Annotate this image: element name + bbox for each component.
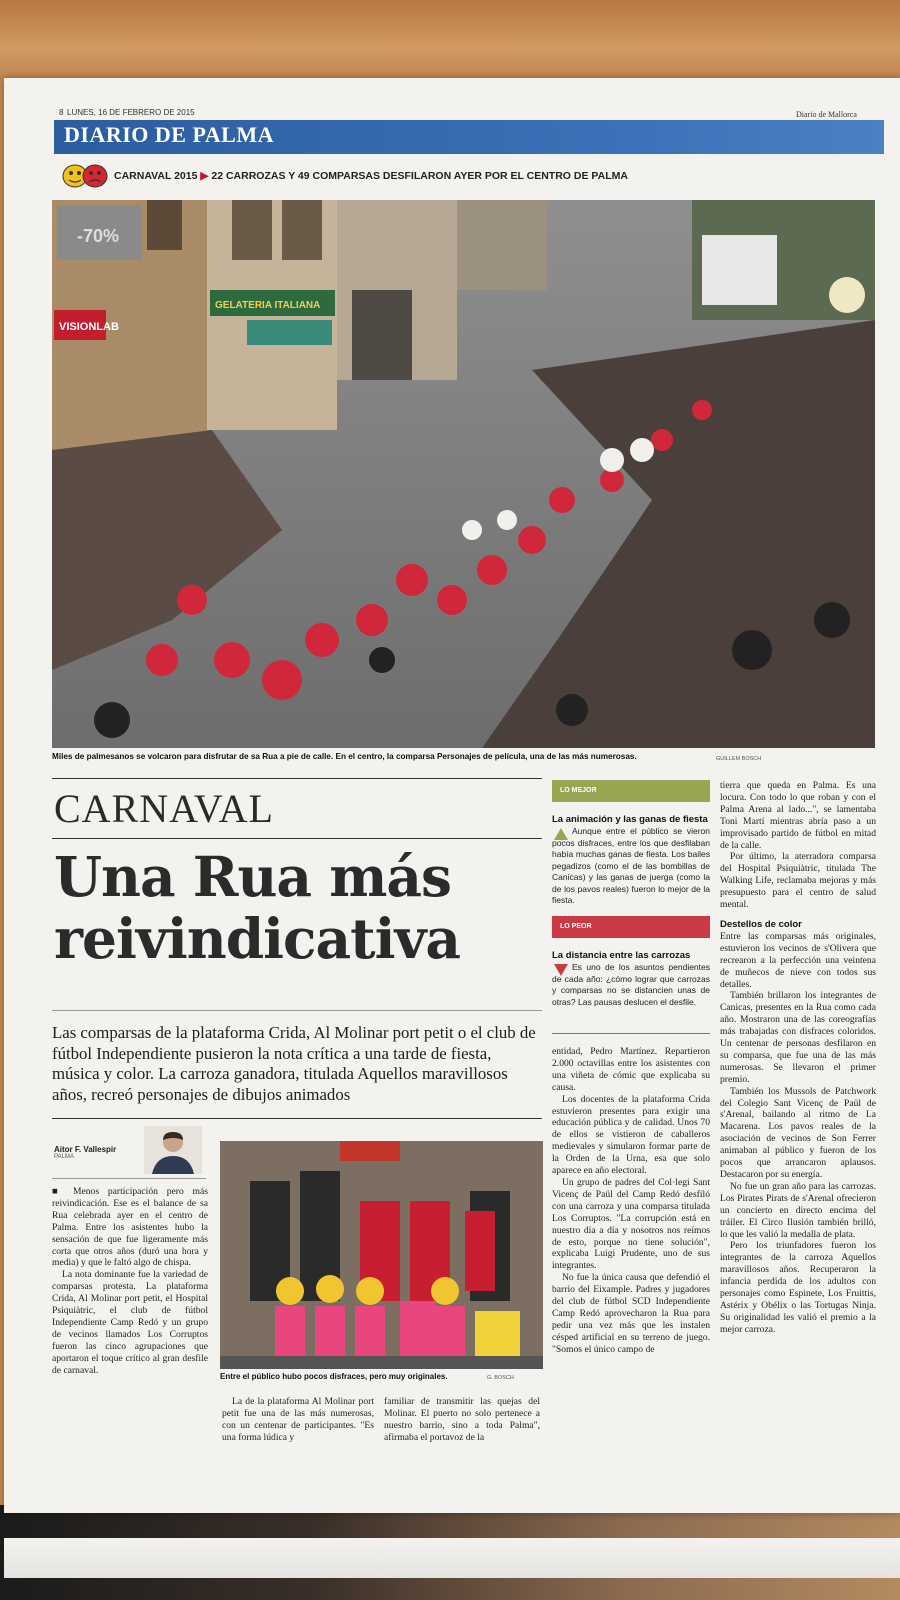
- headline: [54, 846, 534, 970]
- article-column-2-bottom: [222, 1396, 374, 1444]
- author-divider: [52, 1178, 206, 1179]
- main-photo-caption: Miles de palmesanos se volcaron para disfrutar de sa Rua a pie de calle. En el centro, la comparsa Personajes de película, una de las más numerosas.: [52, 752, 637, 761]
- article-column-mid: [552, 1046, 710, 1356]
- right-paragraph-2: Por último, la aterradora comparsa del Hospital Psiquiàtric, titulada The Walking Life, reclamaba mejoras y más presupuesto para el centro de salud mental.: [720, 851, 876, 911]
- worst-title: La distancia entre las carrozas: [552, 950, 691, 961]
- small-photo: [220, 1141, 543, 1369]
- small-photo-credit: G. BOSCH: [487, 1375, 514, 1381]
- carnival-masks-icon: [59, 161, 111, 191]
- col1-paragraph-2: La nota dominante fue la variedad de comparsas protesta. La plataforma Crida, Al Molinar port petit, el Hospital Psiquiàtric, el club de fútbol Independiente Camp Redó y un grupo de vecinos llamados Los Corruptos fueron las cinco agrupaciones que aportaron el toque crítico al gran desfile de carnaval.: [52, 1269, 208, 1376]
- page-date: LUNES, 16 DE FEBRERO DE 2015: [67, 108, 195, 117]
- mid-paragraph-3: Un grupo de padres del Col·legi Sant Vicenç de Paül del Camp Redó desfiló con una carroza y una comparsa titulada Los Corruptos. "La corrupción está en nuestro día a día y nosotros nos reímos de esto, porque no tiene solución", explicaba Luigi Prudente, uno de sus integrantes.: [552, 1176, 710, 1272]
- headline-line-1: Una Rua más: [54, 844, 452, 909]
- best-box-label: LO MEJOR: [560, 787, 597, 794]
- page-number: 8: [59, 108, 64, 117]
- divider-subhead: [52, 1010, 542, 1011]
- main-photo: [52, 200, 875, 748]
- costume-group-illustration: [220, 1141, 543, 1369]
- col1-paragraph-1: ■ Menos participación pero más reivindicación. Ese es el balance de sa Rua celebrada ayer en el centro de Palma. Entre los asistentes hubo la sensación de que fue ligeramente más corta que otros años (duró una hora y media) y que le faltó algo de chispa.: [52, 1186, 208, 1269]
- author-location: PALMA: [54, 1154, 74, 1160]
- kicker-arrow-icon: ▶: [200, 170, 209, 182]
- box-divider: [552, 1033, 710, 1034]
- article-column-1: [52, 1186, 208, 1377]
- small-photo-caption: Entre el público hubo pocos disfraces, pero muy originales.: [220, 1372, 448, 1381]
- right-paragraph-6: No fue un gran año para las carrozas. Los Pirates Pirats de s'Arenal ofrecieron un concierto en directo encima del tráiler. El Circo Ilusión también brilló, lo que les valió la medalla de plata.: [720, 1180, 876, 1240]
- main-photo-credit: GUILLEM BOSCH: [716, 756, 762, 762]
- right-paragraph-4: También brillaron los integrantes de Canicas, presentes en la Rua como cada año. Mostraron una de las coreografías más trabajadas con disfraces coloridos. Un centenar de personas desfilaron en su comparsa, que fue una de las más numerosas. Se llevaron el primer premio.: [720, 990, 876, 1085]
- article-column-right: [720, 780, 876, 1336]
- shop-sign-discount: -70%: [77, 226, 120, 246]
- brand-name: Diario de Mallorca: [796, 110, 857, 119]
- kicker-label: CARNAVAL 2015: [114, 170, 198, 182]
- parade-photo-illustration: [52, 200, 875, 748]
- newspaper-page: [4, 78, 900, 1513]
- worst-box-label: LO PEOR: [560, 923, 592, 930]
- masthead-title: DIARIO DE PALMA: [64, 122, 274, 147]
- section-title: CARNAVAL: [54, 786, 274, 831]
- col3-paragraph: familiar de transmitir las quejas del Molinar. El puerto no solo pertenece a nuestro barrio, sino a toda Palma", afirmaba el portavoz de la: [384, 1396, 540, 1443]
- article-column-3-bottom: [384, 1396, 540, 1444]
- wooden-table-top: [0, 0, 900, 80]
- mid-paragraph-1: entidad, Pedro Martínez. Repartieron 2.000 octavillas entre los asistentes con una viñeta de cómic que explicaba su causa.: [552, 1046, 710, 1093]
- divider-top: [52, 778, 542, 779]
- kicker-text: 22 CARROZAS Y 49 COMPARSAS DESFILARON AYER POR EL CENTRO DE PALMA: [211, 170, 628, 182]
- right-paragraph-3: Entre las comparsas más originales, estuvieron los vecinos de s'Olivera que recrearon a la perfección una veintena de muñecos de nieve con todos sus detalles.: [720, 930, 876, 990]
- page-lower-margin: [4, 1538, 900, 1578]
- mid-paragraph-4: No fue la única causa que defendió el barrio del Eixample. Padres y jugadores del club de fútbol SCD Independiente Camp Redó aprovecharon la Rua para pedir una vez más que les instalen césped artificial en su terreno de juego. "Somos el único campo de: [552, 1272, 710, 1355]
- shop-sign-visionlab: VISIONLAB: [59, 321, 119, 333]
- subhead: Las comparsas de la plataforma Crida, Al Molinar port petit o el club de fútbol Independiente pusieron la nota crítica a una tarde de fiesta, música y color. La carroza ganadora, titulada Aquellos maravillosos años, recreó personajes de dibujos animados: [52, 1023, 536, 1104]
- author-avatar: [144, 1126, 202, 1174]
- best-title: La animación y las ganas de fiesta: [552, 814, 708, 825]
- right-subtitle: Destellos de color: [720, 918, 802, 930]
- kicker-line: [114, 170, 628, 182]
- author-name: Aitor F. Vallespir: [54, 1145, 117, 1154]
- col2-paragraph: La de la plataforma Al Molinar port petit fue una de las más numerosas, con un centenar de participantes. "Es una forma lúdica y: [222, 1396, 374, 1443]
- shop-sign-gelateria: GELATERIA ITALIANA: [215, 300, 321, 311]
- best-text: Aunque entre el público se vieron pocos disfraces, entre los que desfilaban había muchas ganas de fiesta. Los bailes pegadizos (como el de las bombillas de Canicas) y las ganas de juerga (como la de los pavos reales) fueron lo mejor de la fiesta.: [552, 826, 710, 905]
- mid-paragraph-2: Los docentes de la plataforma Crida estuvieron presentes para exigir una educación pública y de calidad. Unos 70 de ellos se vistieron de caballeros medievales y simularon formar parte de la Orden de la Urna, esa que solo aparece en año electoral.: [552, 1093, 710, 1177]
- worst-text: Es uno de los asuntos pendientes de cada año: ¿cómo lograr que carrozas y comparsas no se distancien unas de otras? Las pausas deslucen el desfile.: [552, 962, 710, 1007]
- headline-line-2: reivindicativa: [54, 906, 461, 971]
- right-paragraph-1: tierra que queda en Palma. Es una locura. Con todo lo que roban y con el Palma Arena al lado...", se lamentaba Toni Martí mientras abría paso a un improvisado partido de fútbol en mitad de la calle.: [720, 780, 876, 851]
- divider-body: [52, 1118, 542, 1119]
- right-paragraph-5: También los Mussols de Patchwork del Colegio Sant Vicenç de Paül de s'Arenal, bailando al ritmo de La Macarena. Los pavos reales de la asociación de vecinos de Son Ferrer animaban al público y fueron de los pocos que arrancaron aplausos. Destacaron por su energía.: [720, 1085, 876, 1180]
- divider-mid: [52, 838, 542, 839]
- right-paragraph-7: Pero los triunfadores fueron los integrantes de la carroza Aquellos maravillosos años. Recuperaron la infancia perdida de los adultos con personajes como Espinete, Los Fruittis, Astérix y Obélix o las Tortugas Ninja. Su originalidad les valió el premio a la mejor carroza.: [720, 1240, 876, 1335]
